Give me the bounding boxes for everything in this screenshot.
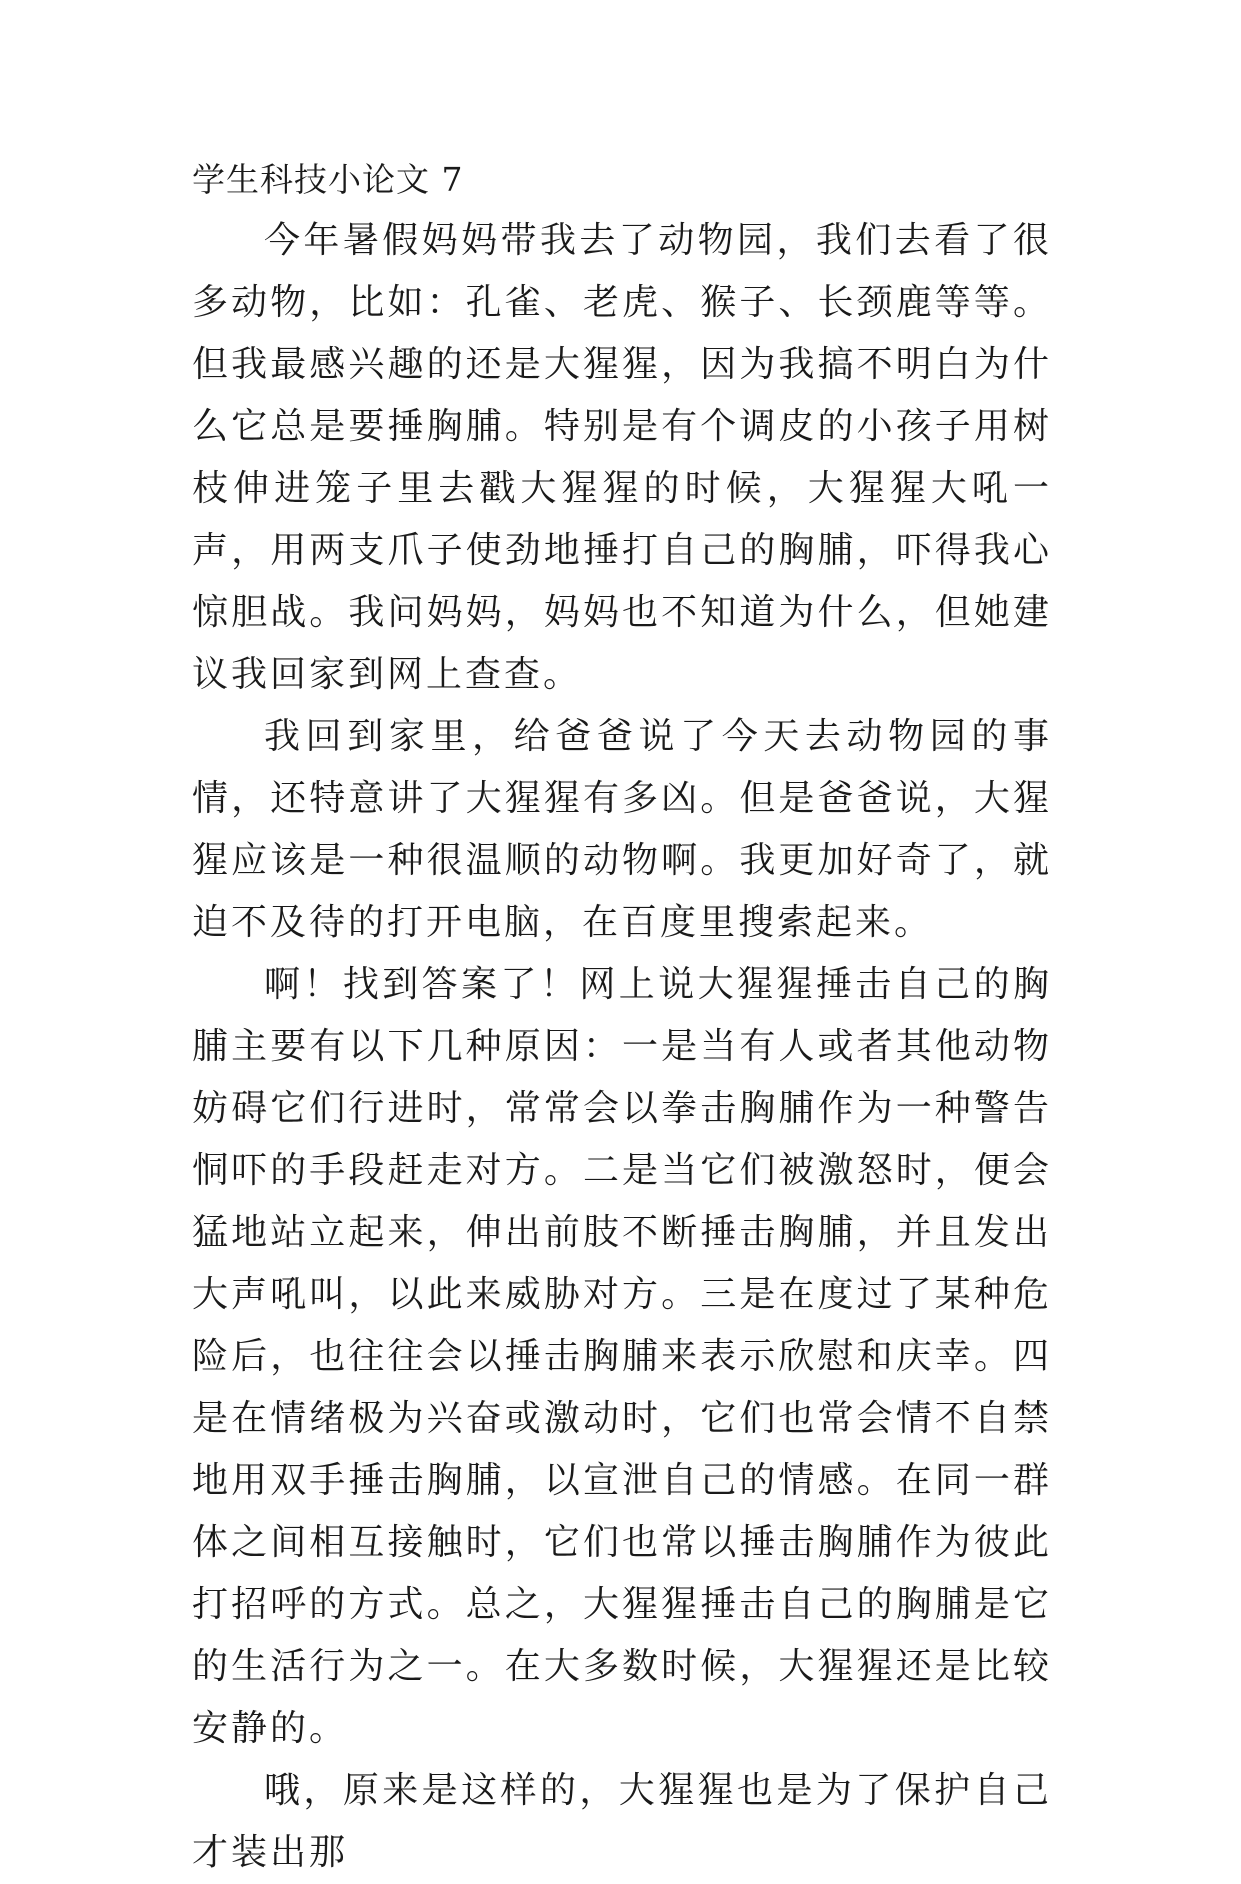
- paragraph-answer: 啊！找到答案了！网上说大猩猩捶击自己的胸脯主要有以下几种原因：一是当有人或者其他动物妨碍它们行进时，常常会以拳击胸脯作为一种警告恫吓的手段赶走对方。二是当它们被激怒时，便会猛地站立起来，伸出前肢不断捶击胸脯，并且发出大声吼叫，以此来威胁对方。三是在度过了某种危险后，也往往会以捶击胸脯来表示欣慰和庆幸。四是在情绪极为兴奋或激动时，它们也常会情不自禁地用双手捶击胸脯，以宣泄自己的情感。在同一群体之间相互接触时，它们也常以捶击胸脯作为彼此打招呼的方式。总之，大猩猩捶击自己的胸脯是它的生活行为之一。在大多数时候，大猩猩还是比较安静的。: [192, 964, 1052, 1749]
- paragraph-zoo-visit: 今年暑假妈妈带我去了动物园，我们去看了很多动物，比如：孔雀、老虎、猴子、长颈鹿等等。但我最感兴趣的还是大猩猩，因为我搞不明白为什么它总是要捶胸脯。特别是有个调皮的小孩子用树枝伸进笼子里去戳大猩猩的时候，大猩猩大吼一声，用两支爪子使劲地捶打自己的胸脯，吓得我心惊胆战。我问妈妈，妈妈也不知道为什么，但她建议我回家到网上查查。: [192, 220, 1052, 695]
- paragraph-conclusion: 哦，原来是这样的，大猩猩也是为了保护自己才装出那: [192, 1770, 1052, 1873]
- document-body: [192, 150, 1052, 1884]
- paragraph-home-search: 我回到家里，给爸爸说了今天去动物园的事情，还特意讲了大猩猩有多凶。但是爸爸说，大猩猩应该是一种很温顺的动物啊。我更加好奇了，就迫不及待的打开电脑，在百度里搜索起来。: [192, 716, 1052, 943]
- document-title: 学生科技小论文 7: [192, 160, 464, 199]
